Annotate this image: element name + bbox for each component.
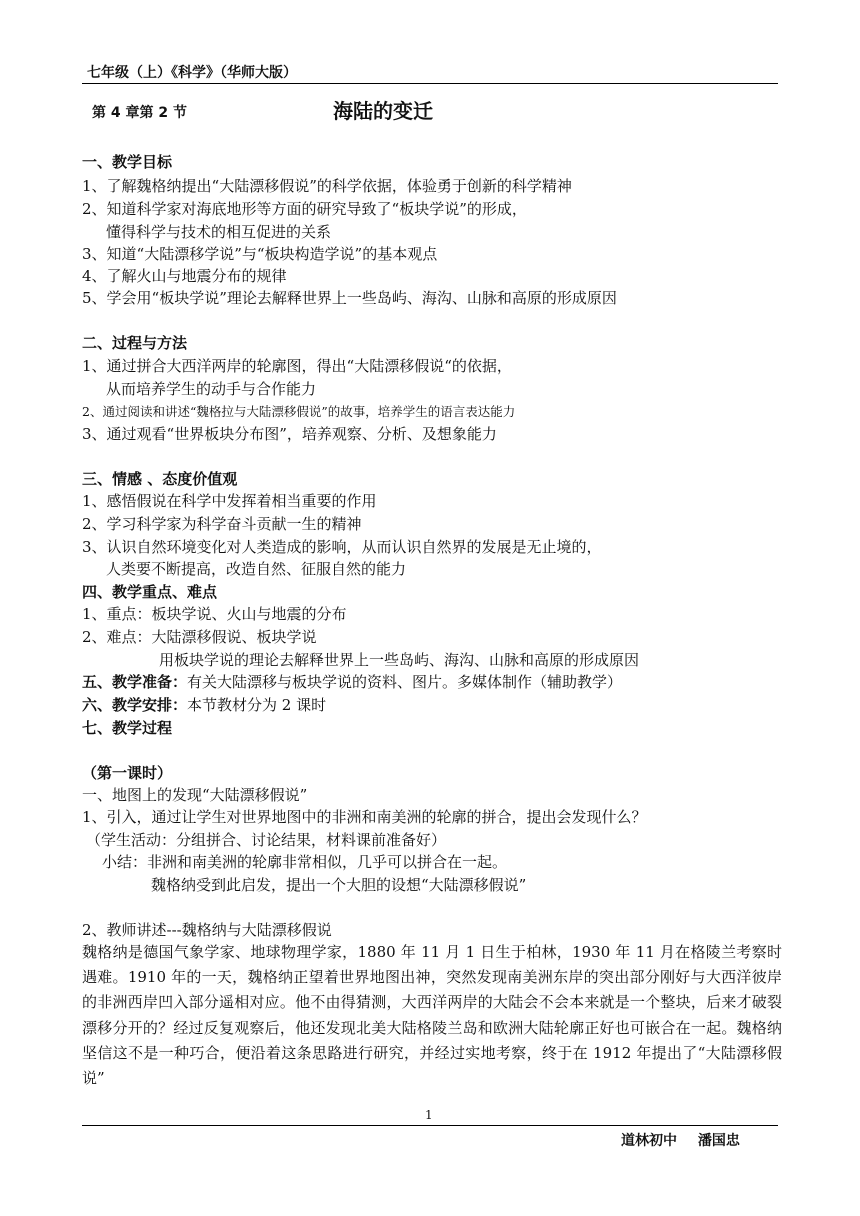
process-1: 1、通过拼合大西洋两岸的轮廓图，得出“大陆漂移假说“的依据， bbox=[82, 357, 512, 375]
lesson-line-6: 2、教师讲述---魏格纳与大陆漂移假说 bbox=[82, 921, 332, 939]
chapter-label: 第 4 章第 2 节 bbox=[92, 105, 187, 121]
attitude-1: 1、感悟假说在科学中发挥着相当重要的作用 bbox=[82, 492, 377, 510]
schedule-text: 本节教材分为 2 课时 bbox=[187, 696, 327, 714]
schedule-label: 六、教学安排： bbox=[82, 696, 188, 714]
process-1-cont: 从而培养学生的动手与合作能力 bbox=[106, 380, 317, 398]
footer-author: 潘国忠 bbox=[697, 1133, 740, 1149]
header-rule bbox=[82, 83, 778, 84]
section-heading-key-points: 四、教学重点、难点 bbox=[82, 583, 218, 601]
key-point-2: 2、难点：大陆漂移假说、板块学说 bbox=[82, 628, 317, 646]
objective-5: 5、学会用“板块学说”理论去解释世界上一些岛屿、海沟、山脉和高原的形成原因 bbox=[82, 289, 617, 307]
lesson-line-5: 魏格纳受到此启发，提出一个大胆的设想“大陆漂移假说” bbox=[151, 876, 527, 894]
schedule-line bbox=[82, 695, 326, 715]
lesson-line-4: 小结：非洲和南美洲的轮廓非常相似，几乎可以拼合在一起。 bbox=[102, 853, 508, 871]
objective-2-cont: 懂得科学与技术的相互促进的关系 bbox=[106, 223, 332, 241]
lesson-line-3: （学生活动：分组拼合、讨论结果，材料课前准备好） bbox=[86, 831, 447, 849]
section-heading-objectives: 一、教学目标 bbox=[82, 153, 173, 171]
running-header: 七年级（上）《科学》（华师大版） bbox=[87, 65, 297, 81]
footer-school: 道林初中 bbox=[621, 1133, 677, 1149]
page-title: 海陆的变迁 bbox=[333, 99, 433, 123]
key-point-1: 1、重点：板块学说、火山与地震的分布 bbox=[82, 605, 347, 623]
footer-rule bbox=[82, 1125, 778, 1126]
key-point-2-cont: 用板块学说的理论去解释世界上一些岛屿、海沟、山脉和高原的形成原因 bbox=[159, 651, 640, 669]
story-paragraph: 魏格纳是德国气象学家、地球物理学家，1880 年 11 月 1 日生于柏林，1930 年 11 月在格陵兰考察时遇难。1910 年的一天，魏格纳正望着世界地图出神，突然发现南美洲东岸的突出部分刚好与大西洋彼岸的非洲西岸凹入部分遥相对应。他不由得猜测，大西洋两岸的大陆会不会本来就是一个整块，后来才破裂漂移分开的？经过反复观察后，他还发现北美大陆格陵兰岛和欧洲大陆轮廓正好也可嵌合在一起。魏格纳坚信这不是一种巧合，便沿着这条思路进行研究，并经过实地考察，终于在 1912 年提出了“大陆漂移假说” bbox=[82, 943, 782, 1088]
objective-3: 3、知道“大陆漂移学说”与“板块构造学说”的基本观点 bbox=[82, 245, 438, 263]
section-heading-process-steps: 七、教学过程 bbox=[82, 719, 173, 737]
footer-credit bbox=[621, 1130, 740, 1150]
lesson-line-1: 一、地图上的发现“大陆漂移假说” bbox=[82, 786, 308, 804]
objective-1: 1、了解魏格纳提出“大陆漂移假说”的科学依据，体验勇于创新的科学精神 bbox=[82, 177, 572, 195]
lesson-line-2: 1、引入，通过让学生对世界地图中的非洲和南美洲的轮廓的拼合，提出会发现什么？ bbox=[82, 808, 647, 826]
preparation-text: 有关大陆漂移与板块学说的资料、图片。多媒体制作（辅助教学） bbox=[187, 673, 623, 691]
objective-4: 4、了解火山与地震分布的规律 bbox=[82, 267, 287, 285]
preparation-line bbox=[82, 672, 622, 692]
section-heading-attitude: 三、情感 、态度价值观 bbox=[82, 470, 238, 488]
objective-2: 2、知道科学家对海底地形等方面的研究导致了“板块学说”的形成， bbox=[82, 200, 527, 218]
process-2: 2、通过阅读和讲述“魏格拉与大陆漂移假说”的故事，培养学生的语言表达能力 bbox=[82, 404, 516, 419]
attitude-2: 2、学习科学家为科学奋斗贡献一生的精神 bbox=[82, 515, 362, 533]
page-number: 1 bbox=[425, 1108, 433, 1122]
process-3: 3、通过观看“世界板块分布图”，培养观察、分析、及想象能力 bbox=[82, 425, 497, 443]
attitude-3-cont: 人类要不断提高，改造自然、征服自然的能力 bbox=[106, 560, 407, 578]
lesson-heading: （第一课时） bbox=[82, 764, 173, 782]
section-heading-process: 二、过程与方法 bbox=[82, 334, 188, 352]
preparation-label: 五、教学准备： bbox=[82, 673, 188, 691]
attitude-3: 3、认识自然环境变化对人类造成的影响，从而认识自然界的发展是无止境的， bbox=[82, 538, 602, 556]
